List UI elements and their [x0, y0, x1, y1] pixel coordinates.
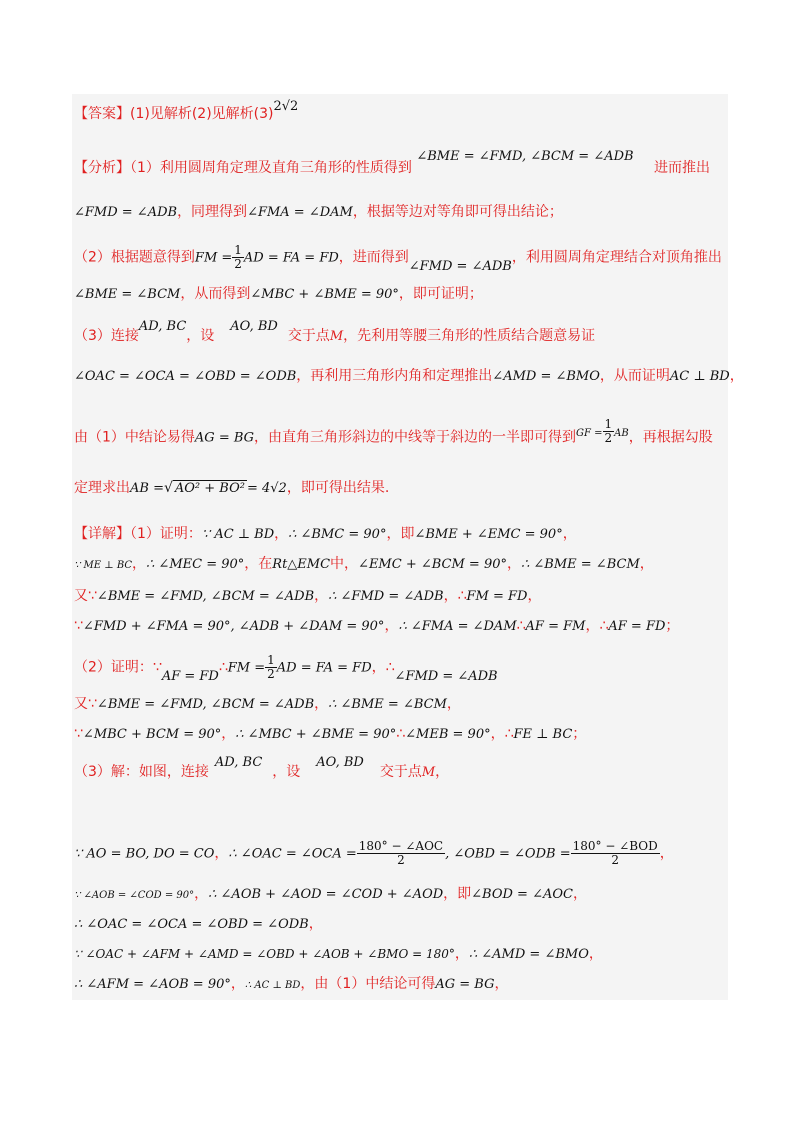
math: ∵ ME ⊥ BC [74, 560, 133, 571]
math: ∠BME = ∠FMD, ∠BCM = ∠ADB [96, 697, 315, 712]
math: M [329, 329, 344, 344]
text: ，设 [186, 328, 215, 344]
math: ∠FMA = ∠DAM [247, 205, 353, 220]
text: ， [132, 556, 147, 572]
text: ，在 [244, 556, 273, 572]
sqrt: √ AO² + BO² [163, 480, 245, 496]
analysis-line-3 [74, 243, 722, 274]
math: AB [614, 427, 629, 439]
text: ； [665, 618, 680, 634]
detail-line-4 [74, 616, 679, 637]
text: ，∴ [585, 618, 609, 634]
text: （2）根据题意得到 [74, 249, 195, 266]
numerator: 180° − ∠AOC [358, 839, 444, 853]
math: ∠MBC + ∠BME = 90° [250, 287, 399, 302]
text: ，利用圆周角定理结合对顶角推出 [511, 249, 722, 266]
denominator: 2 [604, 431, 613, 445]
math: ∠FMD = ∠ADB [408, 258, 512, 274]
numerator: 1 [234, 243, 242, 257]
detail-line-12 [74, 944, 603, 965]
detail-line-6 [74, 694, 461, 715]
answer-line [74, 99, 299, 125]
math: ∴ ∠FMD = ∠ADB [328, 589, 444, 604]
text: ， [562, 526, 577, 542]
detail-line-7 [74, 724, 586, 745]
math: AF = FD [608, 619, 666, 634]
analysis-line-1 [74, 149, 711, 179]
math: FE ⊥ BC [513, 727, 573, 742]
text: ∴ [396, 726, 406, 742]
math: ∠AMD = ∠BMO [492, 369, 600, 384]
detail-line-9 [74, 840, 674, 867]
math: AF = FM [525, 619, 586, 634]
math: ∠MEB = 90° [405, 727, 491, 742]
math: GF = [576, 427, 603, 439]
analysis-line-4 [74, 284, 483, 305]
text: ， [314, 696, 329, 712]
text: ， [214, 845, 229, 862]
text: 定理求出 [74, 480, 130, 496]
text: ，先利用等腰三角形的性质结合题意易证 [343, 328, 596, 344]
math: AD = FA = FD [243, 250, 339, 266]
math: ∴ AC ⊥ BD [244, 980, 301, 991]
math: ∠BME = ∠FMD, ∠BCM = ∠ADB [416, 149, 634, 164]
math: ∠FMD + ∠FMA = 90°, ∠ADB + ∠DAM = 90° [82, 619, 385, 634]
analysis-line-7 [74, 417, 713, 451]
detail-line-11 [74, 914, 323, 935]
math: FM = [194, 250, 233, 266]
text: ∵ [74, 726, 83, 742]
text: ，由直角三角形斜边的中线等于斜边的一半即可得到 [254, 429, 577, 446]
text: ， [639, 556, 654, 572]
text: ， [314, 588, 329, 604]
text: 交于点 [287, 328, 330, 344]
text: ， [308, 916, 323, 932]
detail-line-10 [74, 884, 587, 906]
math: ∠FMD = ∠ADB [394, 668, 498, 684]
math: ∴ ∠BME = ∠BCM [521, 557, 640, 572]
numerator: 1 [267, 653, 275, 667]
math: AD, BC [214, 755, 263, 770]
text: ； [572, 726, 587, 742]
math: AB = [130, 481, 164, 496]
math: ∴ ∠AOB + ∠AOD = ∠COD + ∠AOD [208, 887, 444, 902]
detail-line-1 [74, 524, 577, 545]
text: ，∴ [490, 726, 514, 742]
math: ∴ ∠BMC = 90° [288, 527, 387, 542]
text: ，即可得出结果. [286, 480, 390, 496]
math: AG = BG [435, 977, 495, 992]
math: ∠BME = ∠FMD, ∠BCM = ∠ADB [96, 589, 315, 604]
text: （2）证明：∵ [74, 659, 162, 676]
denominator: 2 [397, 853, 405, 867]
text: ，即可证明； [398, 286, 483, 302]
text: ， [446, 696, 461, 712]
math: ∴ ∠MEC = 90° [146, 557, 245, 572]
text: ， [588, 946, 603, 962]
text: （3）解：如图，连接 [74, 764, 209, 780]
numerator: 180° − ∠BOD [572, 839, 658, 853]
text: ， [572, 886, 587, 902]
text: ， [384, 618, 399, 634]
math: ∵ ∠OAC + ∠AFM + ∠AMD = ∠OBD + ∠AOB + ∠BMO = 180° [74, 947, 455, 961]
text: （3）连接 [74, 328, 139, 344]
text: （1）证明： [130, 526, 202, 542]
text: ，再利用三角形内角和定理推出 [296, 368, 493, 384]
math: ∠EMC + ∠BCM = 90° [358, 557, 507, 572]
math: AO, BD [230, 319, 278, 334]
math: ∠MBC + BCM = 90° [82, 727, 222, 742]
text: 进而推出 [654, 160, 711, 176]
text: ，即 [386, 526, 415, 542]
text: ，即 [443, 886, 472, 902]
detail-line-3 [74, 586, 541, 607]
analysis-line-8 [74, 478, 389, 499]
text: ，从而证明 [599, 368, 670, 384]
text: ， [659, 845, 674, 862]
analysis-line-2 [74, 202, 563, 223]
denominator: 2 [267, 667, 275, 681]
numerator: 1 [604, 417, 613, 431]
math: ∠BME + ∠EMC = 90° [414, 527, 563, 542]
text: 又∵ [74, 696, 97, 712]
text: ，从而得到 [180, 286, 251, 302]
text: ，∴ [443, 588, 467, 604]
math: ∵ AC ⊥ BD [201, 527, 275, 542]
analysis-label: 【分析】 [74, 160, 130, 176]
answer-text: (1)见解析(2)见解析(3) [130, 106, 274, 122]
text: ， [274, 526, 289, 542]
text: ， [194, 886, 209, 902]
math: AG = BG [194, 430, 255, 446]
text: ， [507, 556, 521, 572]
fraction [265, 654, 277, 681]
detail-label: 【详解】 [74, 526, 130, 542]
text: 又∵ [74, 588, 97, 604]
text: ，进而得到 [338, 249, 409, 266]
text: ，再根据勾股 [628, 429, 713, 446]
fraction [232, 244, 244, 271]
text: 交于点 [379, 764, 422, 780]
analysis-line-5 [74, 319, 596, 347]
text: ，由（1）中结论可得 [300, 976, 436, 992]
math: FM = FD [466, 589, 528, 604]
text: ， [729, 368, 744, 384]
detail-line-5 [74, 653, 498, 684]
text: ∵ [74, 618, 83, 634]
text: ， [435, 764, 450, 780]
text: ， [527, 588, 542, 604]
math: ∠BOD = ∠AOC [471, 887, 573, 902]
fraction [357, 840, 445, 867]
text: 中， [330, 556, 359, 572]
math: ∴ ∠OAC = ∠OCA = ∠OBD = ∠ODB [74, 917, 309, 932]
text: ， [221, 726, 236, 742]
answer-math: 2√2 [273, 99, 299, 114]
math: ∠BME = ∠BCM [74, 287, 181, 302]
math: , ∠OBD = ∠ODB = [445, 846, 571, 862]
text: 由（1）中结论易得 [74, 429, 195, 446]
math: ∴ ∠AMD = ∠BMO [468, 947, 589, 962]
text: ，设 [272, 764, 301, 780]
text: ， [230, 976, 245, 992]
math: AD, BC [138, 319, 187, 334]
detail-line-2 [74, 554, 654, 576]
answer-label: 【答案】 [74, 106, 130, 122]
text: ∴ [516, 618, 526, 634]
denominator: 2 [234, 257, 242, 271]
math: ∴ ∠AFM = ∠AOB = 90° [74, 977, 231, 992]
math: AO, BD [316, 755, 364, 770]
math: ∴ ∠OAC = ∠OCA = [228, 846, 357, 862]
math: ∴ ∠MBC + ∠BME = 90° [235, 727, 397, 742]
fraction [571, 840, 660, 867]
math: Rt△EMC [272, 557, 331, 572]
math: ∴ ∠FMA = ∠DAM [398, 619, 517, 634]
math: ∠FMD = ∠ADB [74, 205, 178, 220]
text: （1）利用圆周角定理及直角三角形的性质得到 [130, 160, 412, 176]
detail-line-13 [74, 974, 508, 996]
text: ∴ [218, 659, 228, 676]
denominator: 2 [611, 853, 619, 867]
math: ∵ ∠AOB = ∠COD = 90° [74, 890, 195, 901]
text: ， [454, 946, 469, 962]
text: ，同理得到 [177, 204, 248, 220]
math: AF = FD [161, 668, 219, 684]
text: ，根据等边对等角即可得出结论； [352, 204, 563, 220]
text: ， [494, 976, 509, 992]
math: AC ⊥ BD [669, 369, 730, 384]
math: AD = FA = FD [276, 660, 372, 676]
fraction [603, 418, 615, 445]
math: FM = [227, 660, 266, 676]
text: ，∴ [371, 659, 395, 676]
math: ∴ ∠BME = ∠BCM [328, 697, 447, 712]
analysis-line-6 [74, 366, 744, 387]
math: = 4√2 [246, 481, 287, 496]
math: ∠OAC = ∠OCA = ∠OBD = ∠ODB [74, 369, 297, 384]
radicand: AO² + BO² [174, 481, 245, 496]
math: ∵ AO = BO, DO = CO [74, 846, 215, 862]
math: M [421, 765, 436, 780]
detail-line-8 [74, 755, 450, 783]
